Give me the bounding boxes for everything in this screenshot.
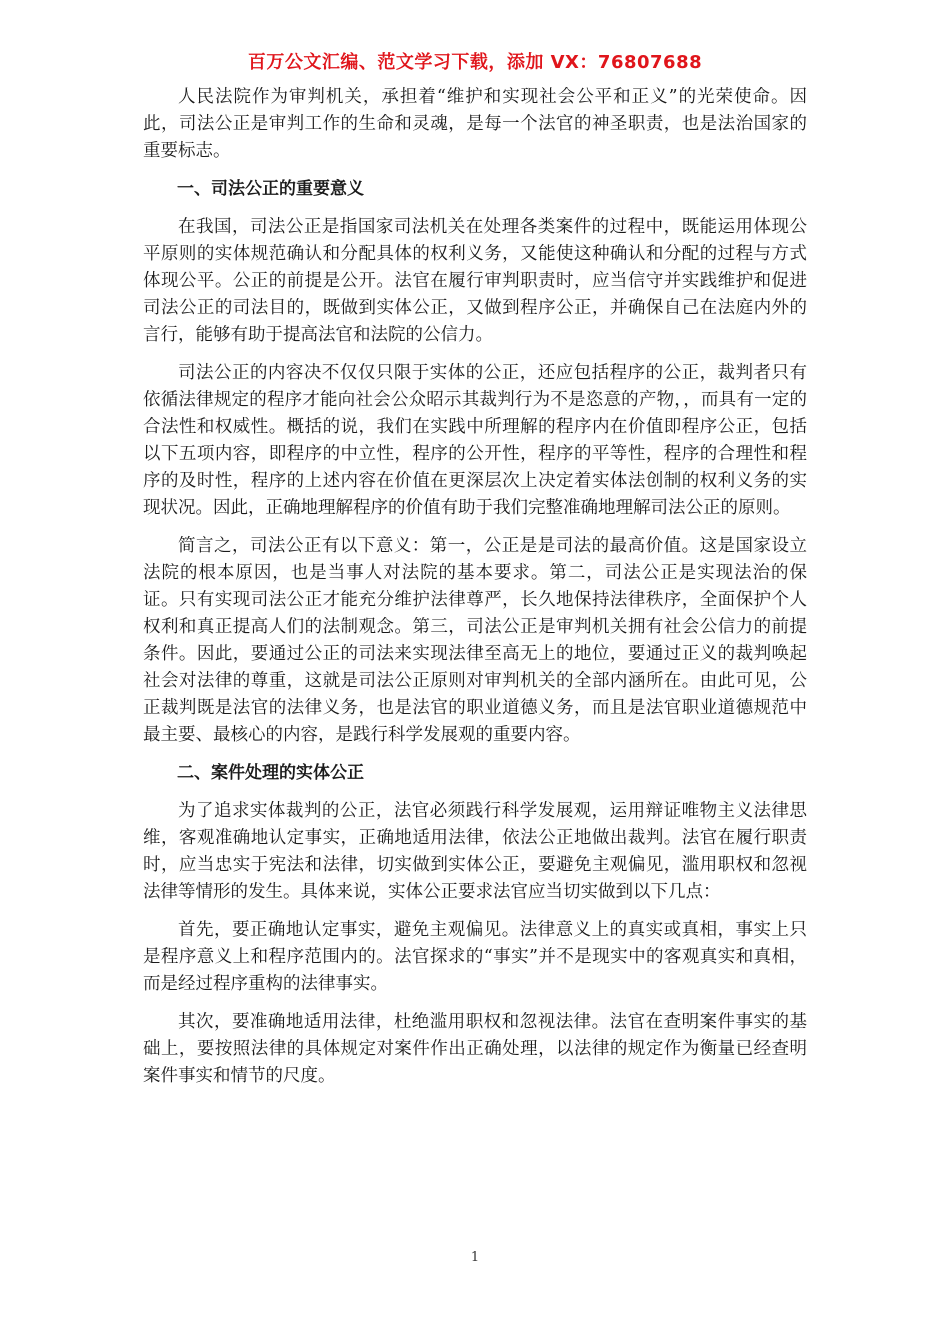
section2-paragraph-2: 首先，要正确地认定事实，避免主观偏见。法律意义上的真实或真相，事实上只是程序意义上和程序范围内的。法官探求的“事实”并不是现实中的客观真实和真相，而是经过程序重构的法律事实。 — [143, 920, 807, 994]
section2-paragraph-1: 为了追求实体裁判的公正，法官必须践行科学发展观，运用辩证唯物主义法律思维，客观准确地认定事实，正确地适用法律，依法公正地做出裁判。法官在履行职责时，应当忠实于宪法和法律，切实做到实体公正，要避免主观偏见，滥用职权和忽视法律等情形的发生。具体来说，实体公正要求法官应当切实做到以下几点： — [143, 801, 807, 902]
header-banner: 百万公文汇编、范文学习下载，添加 VX：76807688 — [247, 52, 703, 73]
intro-paragraph: 人民法院作为审判机关，承担着“维护和实现社会公平和正义”的光荣使命。因此，司法公正是审判工作的生命和灵魂，是每一个法官的神圣职责，也是法治国家的重要标志。 — [143, 87, 807, 161]
section1-paragraph-3: 简言之，司法公正有以下意义：第一，公正是是司法的最高价值。这是国家设立法院的根本原因，也是当事人对法院的基本要求。第二，司法公正是实现法治的保证。只有实现司法公正才能充分维护法律尊严，长久地保持法律秩序，全面保护个人权利和真正提高人们的法制观念。第三，司法公正是审判机关拥有社会公信力的前提条件。因此，要通过公正的司法来实现法律至高无上的地位，要通过正义的裁判唤起社会对法律的尊重，这就是司法公正原则对审判机关的全部内涵所在。由此可见，公正裁判既是法官的法律义务，也是法官的职业道德义务，而且是法官职业道德规范中最主要、最核心的内容，是践行科学发展观的重要内容。 — [143, 536, 807, 745]
section1-paragraph-1: 在我国，司法公正是指国家司法机关在处理各类案件的过程中，既能运用体现公平原则的实体规范确认和分配具体的权利义务，又能使这种确认和分配的过程与方式体现公平。公正的前提是公开。法官在履行审判职责时，应当信守并实践维护和促进司法公正的司法目的，既做到实体公正，又做到程序公正，并确保自己在法庭内外的言行，能够有助于提高法官和法院的公信力。 — [143, 217, 807, 345]
section2-paragraph-3: 其次，要准确地适用法律，杜绝滥用职权和忽视法律。法官在查明案件事实的基础上，要按照法律的具体规定对案件作出正确处理，以法律的规定作为衡量已经查明案件事实和情节的尺度。 — [143, 1012, 807, 1086]
section1-paragraph-2: 司法公正的内容决不仅仅只限于实体的公正，还应包括程序的公正，裁判者只有依循法律规定的程序才能向社会公众昭示其裁判行为不是恣意的产物，，而具有一定的合法性和权威性。概括的说，我们在实践中所理解的程序内在价值即程序公正，包括以下五项内容，即程序的中立性，程序的公开性，程序的平等性，程序的合理性和程序的及时性，程序的上述内容在价值在更深层次上决定着实体法创制的权利义务的实现状况。因此，正确地理解程序的价值有助于我们完整准确地理解司法公正的原则。 — [143, 363, 807, 518]
page-number: 1 — [470, 1250, 480, 1265]
document-body — [143, 84, 807, 1101]
section-heading-1: 一、司法公正的重要意义 — [177, 179, 364, 199]
section-heading-2: 二、案件处理的实体公正 — [177, 763, 364, 783]
